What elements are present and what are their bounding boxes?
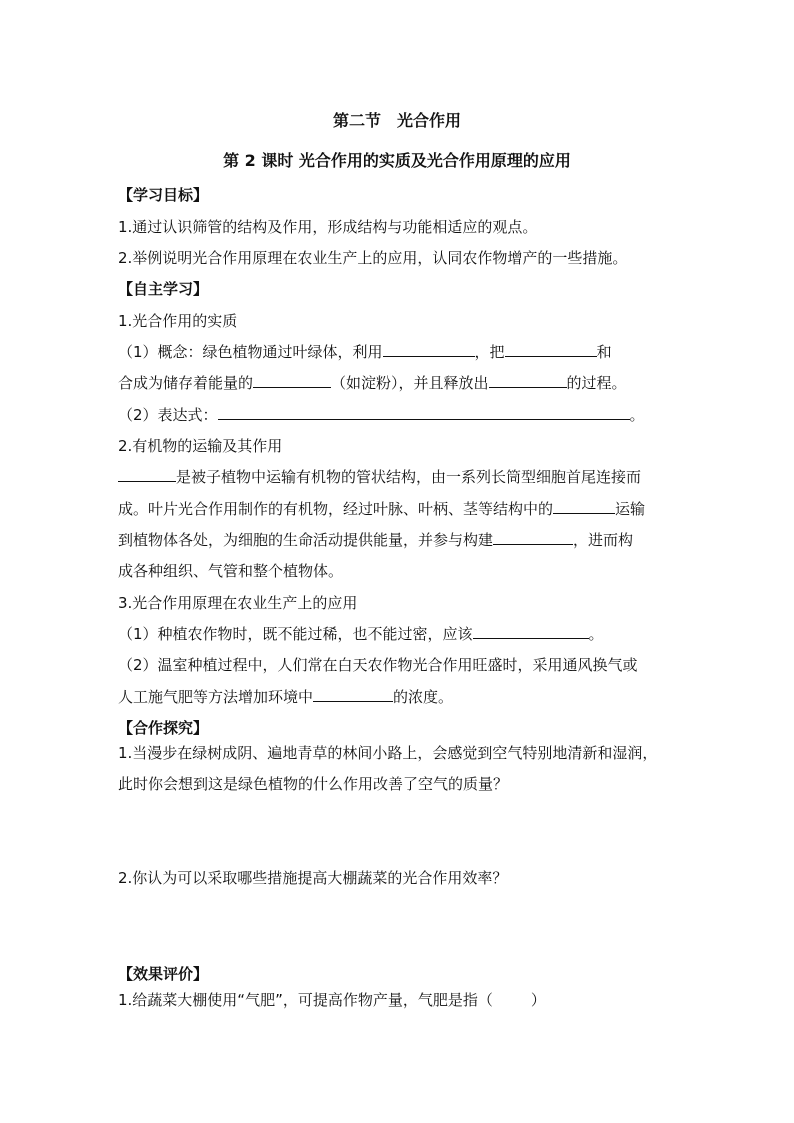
fill-blank[interactable]	[493, 530, 573, 545]
text-fragment: （2）表达式：	[118, 406, 218, 424]
explore-q2: 2.你认为可以采取哪些措施提高大棚蔬菜的光合作用效率？	[118, 869, 508, 887]
text-fragment: 1.给蔬菜大棚使用“气肥”，可提高作物产量，气肥是指（	[118, 991, 493, 1009]
self-study-q1-a-line1	[118, 342, 612, 362]
self-study-q3-title: 3.光合作用原理在农业生产上的应用	[118, 594, 358, 612]
self-study-q3-b-line1: （2）温室种植过程中，人们常在白天农作物光合作用旺盛时，采用通风换气或	[118, 656, 638, 674]
explore-q1-line2: 此时你会想到这是绿色植物的什么作用改善了空气的质量？	[118, 775, 509, 793]
explore-q1-line1: 1.当漫步在绿树成阴、遍地青草的林间小路上，会感觉到空气特别地清新和湿润，	[118, 744, 658, 762]
fill-blank[interactable]	[489, 373, 567, 388]
fill-blank[interactable]	[118, 467, 176, 482]
self-study-q3-b-line2	[118, 687, 453, 707]
text-fragment: 是被子植物中运输有机物的管状结构，由一系列长筒型细胞首尾连接而	[176, 468, 642, 486]
text-fragment: （如淀粉），并且释放出	[331, 374, 489, 392]
page-subtitle: 第 2 课时 光合作用的实质及光合作用原理的应用	[223, 151, 571, 170]
text-fragment: 到植物体各处，为细胞的生命活动提供能量，并参与构建	[118, 531, 494, 549]
section-heading-goals: 【学习目标】	[118, 186, 209, 204]
fill-blank[interactable]	[383, 342, 475, 357]
fill-blank[interactable]	[553, 499, 615, 514]
text-fragment: 和	[596, 343, 612, 361]
text-fragment: 成。叶片光合作用制作的有机物，经过叶脉、叶柄、茎等结构中的	[118, 500, 554, 518]
fill-blank[interactable]	[505, 342, 597, 357]
self-study-q2-line2	[118, 499, 645, 519]
text-fragment: 。	[588, 625, 604, 643]
text-fragment: ）	[530, 991, 546, 1009]
text-fragment: 。	[629, 406, 645, 424]
text-fragment: 运输	[615, 500, 646, 518]
fill-blank[interactable]	[473, 624, 589, 639]
text-fragment: ，把	[474, 343, 505, 361]
text-fragment: 合成为储存着能量的	[118, 374, 254, 392]
text-fragment: （1）种植农作物时，既不能过稀，也不能过密，应该	[118, 625, 473, 643]
goal-item-1: 1.通过认识筛管的结构及作用，形成结构与功能相适应的观点。	[118, 218, 538, 236]
self-study-q2-line4: 成各种组织、气管和整个植物体。	[118, 562, 344, 580]
text-fragment: 人工施气肥等方法增加环境中	[118, 688, 314, 706]
section-heading-evaluation: 【效果评价】	[118, 965, 209, 983]
fill-blank[interactable]	[218, 405, 630, 420]
self-study-q2-line3	[118, 530, 633, 550]
goal-item-2: 2.举例说明光合作用原理在农业生产上的应用，认同农作物增产的一些措施。	[118, 249, 628, 267]
evaluation-q1	[118, 990, 546, 1010]
self-study-q2-title: 2.有机物的运输及其作用	[118, 437, 283, 455]
self-study-q3-a	[118, 624, 604, 644]
page-title: 第二节 光合作用	[332, 111, 461, 130]
text-fragment: （1）概念：绿色植物通过叶绿体，利用	[118, 343, 383, 361]
text-fragment: 的过程。	[566, 374, 627, 392]
section-heading-self-study: 【自主学习】	[118, 280, 209, 298]
fill-blank[interactable]	[253, 373, 331, 388]
section-heading-explore: 【合作探究】	[118, 719, 209, 737]
self-study-q1-a-line2	[118, 373, 627, 393]
text-fragment: ，进而构	[573, 531, 634, 549]
self-study-q1-b	[118, 405, 645, 425]
fill-blank[interactable]	[313, 687, 393, 702]
self-study-q1-title: 1.光合作用的实质	[118, 312, 238, 330]
text-fragment: 的浓度。	[393, 688, 454, 706]
self-study-q2-line1	[118, 467, 641, 487]
